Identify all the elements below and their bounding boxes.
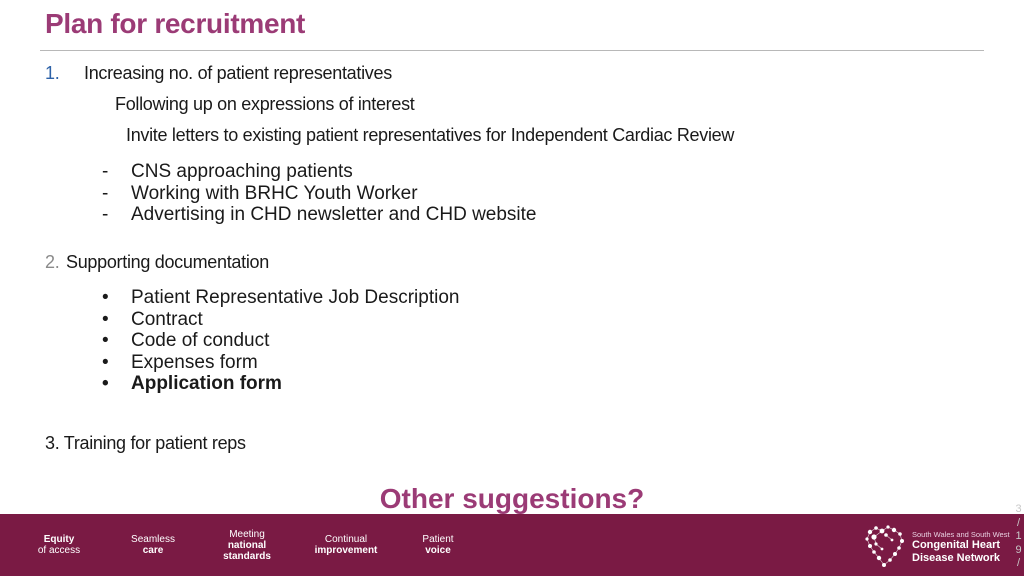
dash-marker: -	[102, 182, 109, 204]
bullet-item: • Patient Representative Job Description	[102, 287, 460, 308]
section1-number: 1.	[45, 63, 60, 83]
footer-item-continual-improvement: Continual improvement	[314, 534, 378, 556]
footer-bar	[0, 514, 1024, 576]
section2-bullet-list	[102, 287, 702, 395]
dash-item: - Advertising in CHD newsletter and CHD website	[102, 204, 537, 225]
section1-sub1: Following up on expressions of interest	[115, 94, 415, 114]
section2-number: 2.	[45, 252, 60, 272]
section1-heading: Increasing no. of patient representatives	[84, 63, 392, 83]
bullet-marker: •	[102, 330, 109, 351]
bullet-item: • Code of conduct	[102, 330, 270, 351]
dash-item: - Working with BRHC Youth Worker	[102, 182, 418, 204]
dash-marker: -	[102, 204, 109, 225]
footer-item-national-standards: Meeting national standards	[223, 528, 271, 562]
footer-item-equity: Equity of access	[37, 534, 81, 556]
slide-title: Plan for recruitment	[45, 8, 306, 39]
page-number: 3 / 1 9 /	[1015, 503, 1022, 569]
dash-marker: -	[102, 161, 109, 182]
bullet-item: • Expenses form	[102, 351, 258, 373]
section1-sub2: Invite letters to existing patient representatives for Independent Cardiac Review	[126, 125, 735, 145]
footer-item-patient-voice: Patient voice	[422, 534, 454, 556]
bullet-marker: •	[102, 373, 109, 394]
bullet-item: • Application form	[102, 373, 282, 394]
logo-region-text: South Wales and South West	[912, 530, 1010, 539]
other-suggestions-heading: Other suggestions?	[379, 483, 645, 514]
heart-dots-icon	[862, 522, 910, 570]
section3-heading: 3. Training for patient reps	[45, 433, 246, 453]
bullet-marker: •	[102, 308, 109, 330]
section2-heading: Supporting documentation	[66, 252, 269, 272]
bullet-item: • Contract	[102, 308, 203, 330]
dash-item: - CNS approaching patients	[102, 161, 353, 182]
section1-dash-list	[102, 161, 702, 226]
network-logo	[862, 522, 1012, 570]
logo-name-line2: Disease Network	[912, 552, 1001, 564]
bullet-marker: •	[102, 287, 109, 308]
footer-item-seamless-care: Seamless care	[131, 534, 175, 556]
bullet-marker: •	[102, 351, 109, 373]
title-divider	[40, 50, 984, 51]
logo-name-line1: Congenital Heart	[912, 539, 1001, 551]
